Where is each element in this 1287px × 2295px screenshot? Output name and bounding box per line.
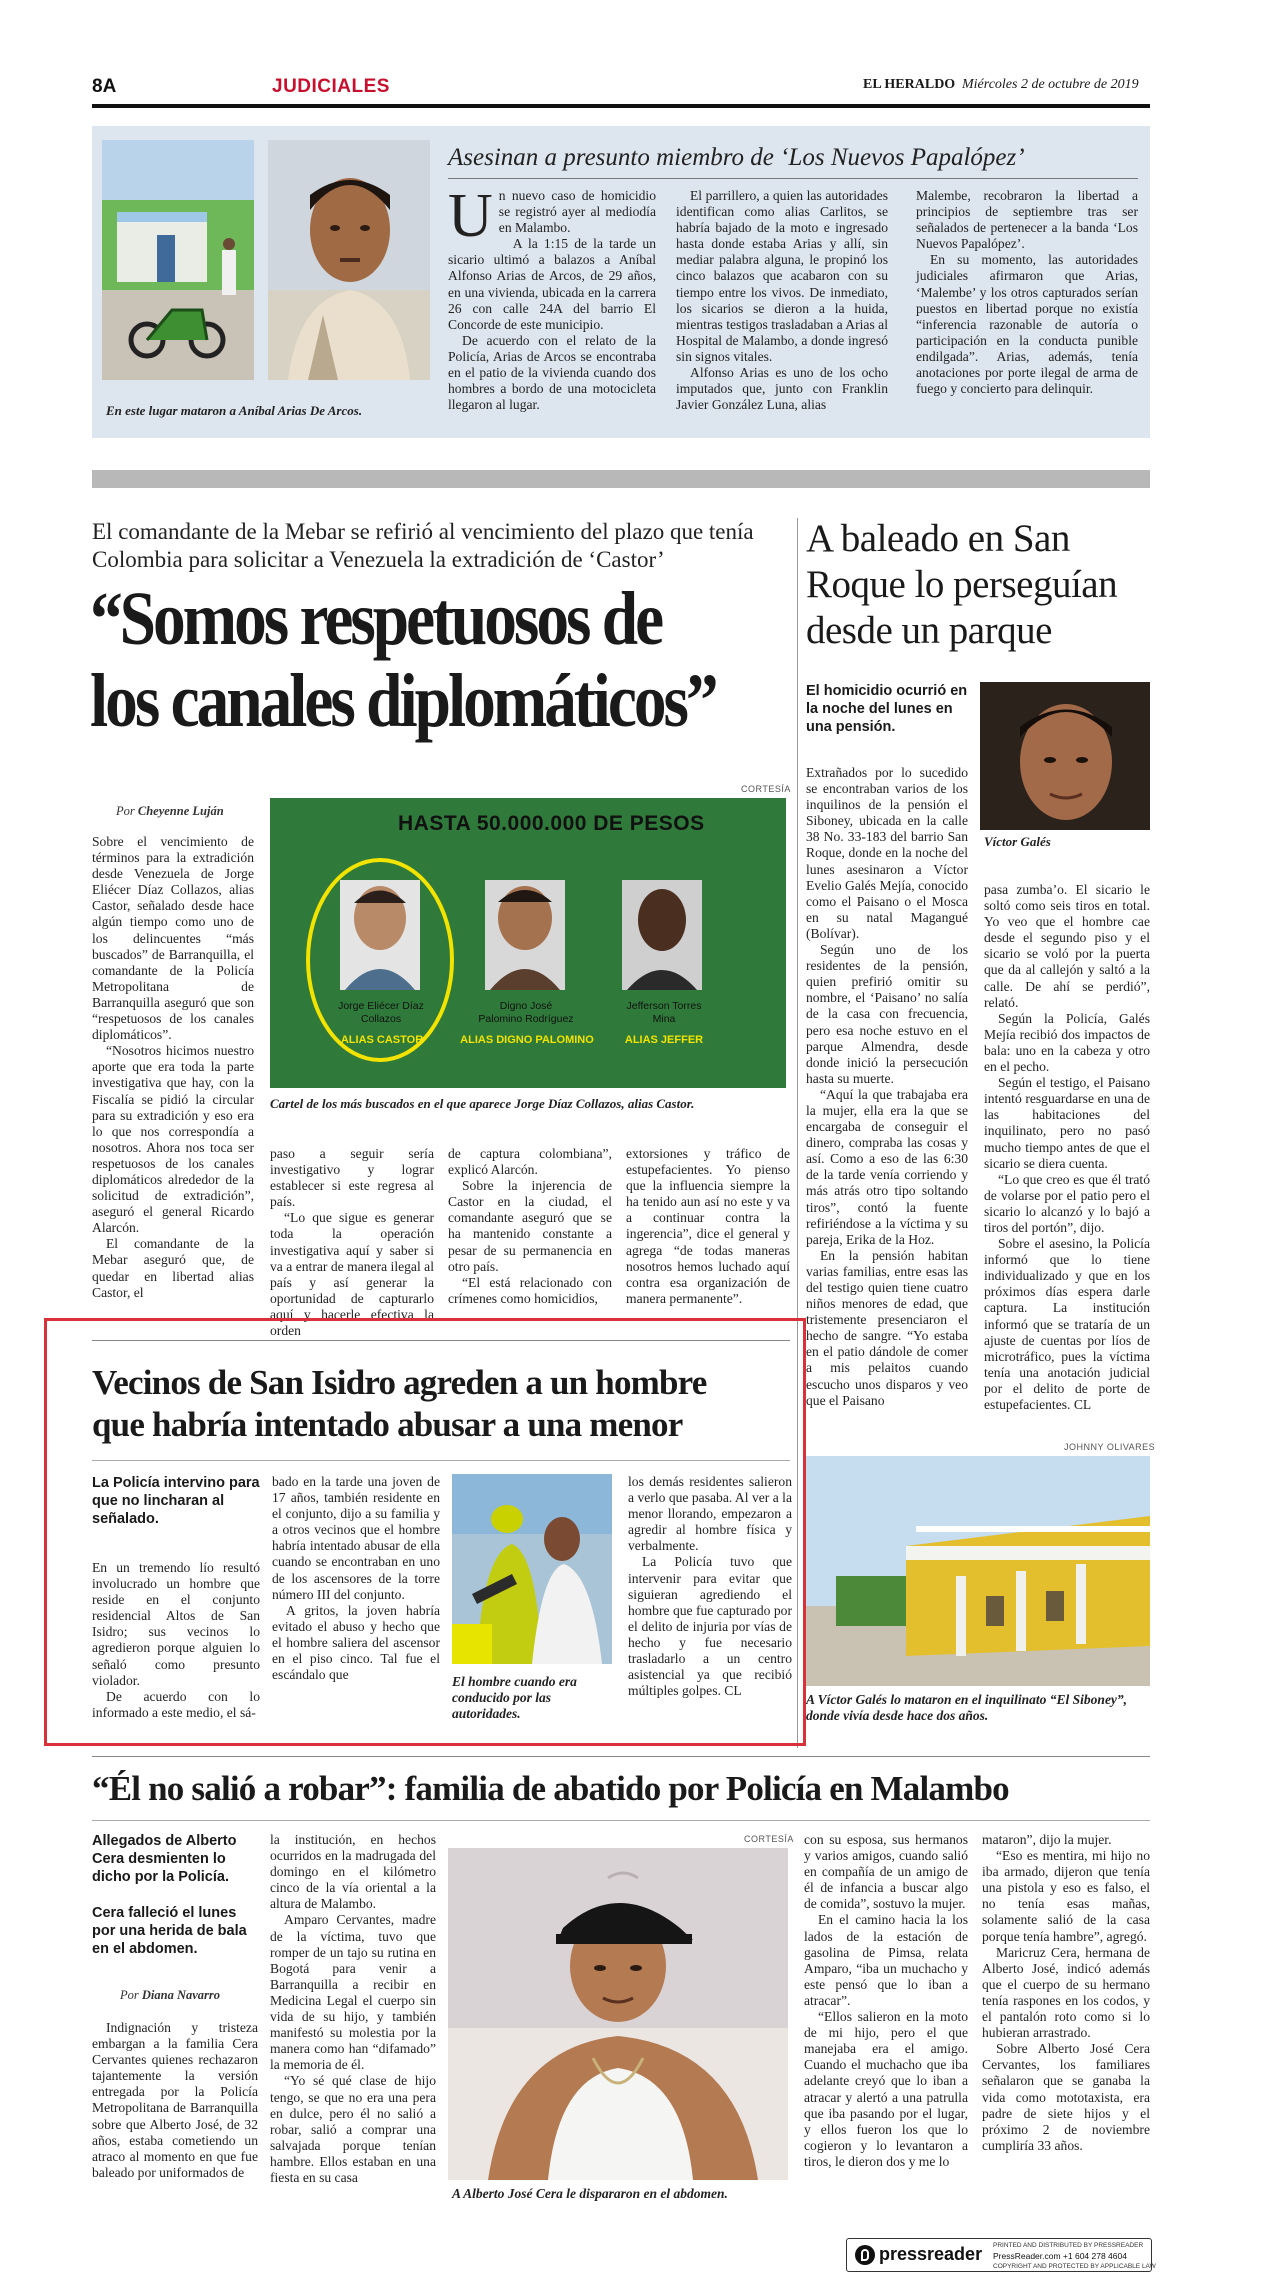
column-paragraph: “Yo sé qué clase de hijo tengo, se que no era una pera en dulce, pero él no salió a robar, salió a comprar una salvajada porque tenían hambre. Ellos estaban en una fiesta en su casa bbox=[270, 2073, 436, 2185]
column-paragraph: A gritos, la joven habría evitado el abuso y hecho que el hombre saliera del ascensor en el piso cinco. Tal fue el escándalo que bbox=[272, 1602, 440, 1683]
column-paragraph: En el camino hacia la los lados de la estación de gasolina de Pimsa, relata Amparo, “iba un muchacho y este pensó que lo iban a atracar”. bbox=[804, 1912, 968, 2008]
story5-headline-rule bbox=[92, 1820, 1150, 1821]
arrest-photo bbox=[452, 1474, 612, 1664]
story5-column-3 bbox=[804, 1832, 968, 2220]
column-paragraph: mataron”, dijo la mujer. bbox=[982, 1832, 1112, 1847]
byline-name: Cheyenne Luján bbox=[137, 804, 224, 818]
photo-credit: CORTESÍA bbox=[744, 1834, 794, 1844]
story2-column-2 bbox=[270, 1146, 434, 1339]
story5-deck-2: Cera falleció el lunes por una herida de bala en el abdomen. bbox=[92, 1905, 247, 1957]
column-paragraph: Sobre Alberto José Cera Cervantes, los familiares señalaron que se ganaba la vida como mototaxista, era padre de siete hijos y el próximo 2 de noviembre cumpliría 33 años. bbox=[982, 2041, 1150, 2153]
column-paragraph: bado en la tarde una joven de 17 años, también residente en el conjunto, dijo a su familia y a otros vecinos que el hombre habría intentado abusar de ella cuando se encontraban en uno de los ascensores de la torre número III del conjunto. bbox=[272, 1474, 440, 1602]
column-paragraph: extorsiones y tráfico de estupefacientes. Yo pienso que la influencia siempre la ha tenido aun así no este y va a continuar contra la ingerencia”, dice el general y agrega “de todas maneras nosotros hemos luchado aquí contra esa organización de manera permanente”. bbox=[626, 1146, 790, 1306]
poster-alias-3: ALIAS JEFFER bbox=[624, 1034, 704, 1046]
column-paragraph: “Aquí la que trabajaba era la mujer, ella era la que se encargaba de conseguir el dinero, compraba las cosas y así. Como a eso de las 6:30 de la tarde venía corriendo y más atrás otro tipo soltando tiros”, contó la fuente refiriéndose a la víctima y su pareja, Erika de la Hoz. bbox=[806, 1086, 968, 1247]
column-text: n nuevo caso de homicidio se registró ayer al mediodía en Malambo. bbox=[498, 188, 656, 236]
story5-top-rule bbox=[92, 1756, 1150, 1757]
story5-column-4 bbox=[982, 1832, 1150, 2220]
story4-top-rule bbox=[92, 1340, 790, 1341]
column-paragraph: Maricruz Cera, hermana de Alberto José, indicó además que el cuerpo de su hermano tenía raspones en los codos, y el pantalón roto como si lo hubieran arrastrado. bbox=[982, 1944, 1150, 2041]
column-paragraph: “Eso es mentira, mi hijo no iba armado, dijeron que tenía una pistola y eso es falso, el no tenía esas mañas, solamente salió de la casa porque tenía hambre”, agregó. bbox=[982, 1848, 1150, 1944]
section-divider bbox=[92, 470, 1150, 488]
headline-line: que habría intentado abusar a una menor bbox=[92, 1405, 683, 1444]
headline-line: Vecinos de San Isidro agreden a un hombre bbox=[92, 1363, 707, 1402]
victim-portrait-arias bbox=[268, 140, 430, 380]
column-paragraph: pasa zumba’o. El sicario le soltó como seis tiros en total. Yo veo que el hombre cae desde el segundo piso y el sicario se voló por la puerta que da al callejón y saltó a la calle. De ahí se perdió”, relató. bbox=[984, 882, 1150, 1010]
column-paragraph: Indignación y tristeza embargan a la familia Cera Cervantes quienes rechazaron tajantemente la versión entregada por la Policía Metropolitana de Barranquilla sobre que Alberto José, de 32 años, estaba cometiendo un atraco al momento en que fue baleado por uniformados de bbox=[92, 2020, 258, 2180]
victim-photo-cera bbox=[448, 1848, 788, 2180]
photo-credit: CORTESÍA bbox=[741, 784, 791, 794]
column-paragraph: De acuerdo con el relato de la Policía, Arias de Arcos se encontraba en el patio de la vivienda cuando dos hombres a bordo de una motocicleta llegaron al lugar. bbox=[448, 332, 656, 413]
pressreader-logo-icon bbox=[855, 2245, 875, 2265]
crime-scene-image bbox=[102, 140, 254, 380]
column-paragraph: Según la Policía, Galés Mejía recibió dos impactos de bala: uno en la cabeza y otro en el pecho. bbox=[984, 1010, 1150, 1075]
column-paragraph: Extrañados por lo sucedido se encontraban varios de los inquilinos de la pensión el Siboney, ubicada en la calle 38 No. 33-183 del barrio San Roque, donde en la noche del lunes asesinaron a Víctor Evelio Galés Mejía, conocido como el Paisano o el Mosca en su natal Magangué (Bolívar). bbox=[806, 765, 968, 941]
story4-headline bbox=[92, 1362, 792, 1446]
column-paragraph: Amparo Cervantes, madre de la víctima, tuvo que romper de un tajo su rutina en Bogotá para venir a Barranquilla a recibir en Medicina Legal el cuerpo sin vida de su hijo, y también manifestó su molestia por la manera como han “difamado” la memoria de él. bbox=[270, 1912, 436, 2073]
column-paragraph: El parrillero, a quien las autoridades identifican como alias Carlitos, se habría bajado de la moto e ingresado hasta donde estaba Arias y allí, sin mediar palabra alguna, le propinó los cinco balazos que acabaron con su tiempo entre los vivos. De inmediato, los sicarios se dieron a la huida, mientras testigos trasladaban a Arias al Hospital de Malambo, a donde ingresó sin signos vitales. bbox=[676, 188, 888, 364]
byline-prefix: Por bbox=[120, 1988, 139, 2002]
story2-column-1 bbox=[92, 834, 254, 1302]
building-image bbox=[806, 1456, 1150, 1686]
story3-headline: A baleado en San Roque lo perseguían desde un parque bbox=[806, 517, 1118, 652]
headline: Asesinan a presunto miembro de ‘Los Nuevos Papalópez’ bbox=[448, 144, 1025, 171]
photo-caption: A Alberto José Cera le dispararon en el abdomen. bbox=[452, 2186, 728, 2201]
column-paragraph: El comandante de la Mebar aseguró que, de quedar en libertad alias Castor, el bbox=[92, 1236, 254, 1300]
victim-cera-image bbox=[448, 1848, 788, 2180]
story1-column-1 bbox=[448, 182, 656, 413]
column-paragraph: “Lo que sigue es generar toda la operación investigativa aquí y saber si va a entrar de manera ilegal al país y así generar la oportunidad de capturarlo aquí y hacerle efectiva la orden bbox=[270, 1210, 434, 1339]
story-papalopez bbox=[92, 126, 1150, 438]
story5-column-1 bbox=[92, 2020, 258, 2220]
story3-deck: El homicidio ocurrió en la noche del lunes en una pensión. bbox=[806, 683, 968, 735]
column-paragraph: A la 1:15 de la tarde un sicario ultimó a balazos a Aníbal Alfonso Arias de Arcos, de 29 años, en una vivienda, ubicada en la carrera 26 con calle 24A del barrio El Concorde de este municipio. bbox=[448, 236, 656, 332]
footer-line-2: PressReader.com +1 604 278 4604 bbox=[993, 2251, 1127, 2261]
story2-kicker: El comandante de la Mebar se refirió al vencimiento del plazo que tenía Colombia para solicitar a Venezuela la extradición de ‘Castor’ bbox=[92, 519, 754, 572]
column-paragraph: con su esposa, sus hermanos y varios amigos, cuando salió en compañía de un amigo de él de infancia a buscar algo de comida”, sostuvo la mujer. bbox=[804, 1832, 968, 1912]
photo-caption: Víctor Galés bbox=[984, 834, 1051, 849]
story4-headline-rule bbox=[92, 1460, 790, 1461]
column-paragraph: “Nosotros hicimos nuestro aporte que era toda la parte investigativa que hay, con la Fiscalía se pidió la circular para su extradición y eso era lo que nos correspondía a nosotros. Ahora nos toca ser respetuosos de los canales diplomáticos alrededor de la solicitud de extradición”, aseguró el general Ricardo Alarcón. bbox=[92, 1043, 254, 1236]
column-paragraph: Sobre el vencimiento de términos para la extradición desde Venezuela de Jorge Eliécer Díaz Collazos, alias Castor, señalado desde hace algún tiempo como uno de los delincuentes “más buscados” de Barranquilla, el comandante de la Policía Metropolitana de Barranquilla aseguró que son “respetuosos de los canales diplomáticos”. bbox=[92, 834, 254, 1043]
pressreader-footer[interactable] bbox=[846, 2238, 1156, 2272]
column-paragraph: En su momento, las autoridades judiciales afirmaron que Arias, ‘Malembe’ y los otros capturados serían puestos en libertad porque no existía “inferencia razonable de autoría o participación en la conducta punible endilgada”. Arias, además, tenía anotaciones por porte ilegal de arma de fuego y concierto para delinquir. bbox=[916, 252, 1138, 397]
story3-column-2 bbox=[984, 882, 1150, 1430]
dropcap: U bbox=[448, 182, 493, 250]
page-number: 8A bbox=[92, 76, 117, 97]
headline-rule bbox=[448, 178, 1138, 179]
headline-line: “Somos respetuosos de bbox=[90, 577, 662, 661]
footer-line-1: PRINTED AND DISTRIBUTED BY PRESSREADER bbox=[993, 2242, 1144, 2249]
header-rule bbox=[92, 104, 1150, 108]
column-paragraph: De acuerdo con lo informado a este medio, el sá- bbox=[92, 1688, 260, 1720]
poster-title: HASTA 50.000.000 DE PESOS bbox=[398, 812, 705, 835]
column-paragraph: “Ellos salieron en la moto de mi hijo, pero el que manejaba era el amigo. Cuando el muchacho que iba adelante creyó que lo iban a atracar y alertó a una patrulla que iba pasando por el lugar, y ellos fueron los que lo cogieron y lo levantaron a tiros, le dieron dos y me lo bbox=[804, 2009, 968, 2169]
poster-name-2: Digno José Palomino Rodríguez bbox=[478, 1000, 574, 1025]
photo-caption: A Víctor Galés lo mataron en el inquilinato “El Siboney”, donde vivía desde hace dos años. bbox=[806, 1692, 1128, 1723]
photo-caption: El hombre cuando era conducido por las autoridades. bbox=[452, 1674, 577, 1721]
arrest-image bbox=[452, 1474, 612, 1664]
photo-caption: Cartel de los más buscados en el que aparece Jorge Díaz Collazos, alias Castor. bbox=[270, 1096, 695, 1111]
photo-caption: En este lugar mataron a Aníbal Arias De Arcos. bbox=[106, 403, 363, 418]
story1-column-2 bbox=[676, 188, 888, 413]
byline-prefix: Por bbox=[116, 804, 135, 818]
story4-column-1 bbox=[92, 1560, 260, 1730]
column-paragraph: Según uno de los residentes de la pensión, quien prefirió omitir su nombre, el ‘Paisano’ no salía de la casa con frecuencia, pero esa noche estuvo en el parque Almendra, desde donde inició la persecución hasta su muerte. bbox=[806, 942, 968, 1086]
poster-name-1: Jorge Eliécer Díaz Collazos bbox=[338, 1000, 424, 1025]
poster-alias-2: ALIAS DIGNO PALOMINO bbox=[460, 1034, 594, 1046]
column-paragraph: En un tremendo lío resultó involucrado un hombre que reside en el conjunto residencial Altos de San Isidro; sus vecinos lo agredieron porque alguien lo señaló como presunto violador. bbox=[92, 1560, 260, 1688]
newspaper-name: EL HERALDO bbox=[863, 77, 956, 92]
victim-portrait-image bbox=[980, 682, 1150, 830]
inquilinato-photo bbox=[806, 1456, 1150, 1686]
column-paragraph: Sobre la injerencia de Castor en la ciudad, el comandante aseguró que se ha mantenido constante a pesar de su permanencia en otro país. bbox=[448, 1178, 612, 1274]
story1-column-3 bbox=[916, 188, 1138, 397]
story2-column-3 bbox=[448, 1146, 612, 1306]
story3-column-1 bbox=[806, 765, 968, 1430]
wanted-poster bbox=[270, 798, 786, 1088]
issue-date: Miércoles 2 de octubre de 2019 bbox=[962, 77, 1139, 92]
victim-portrait-gales bbox=[980, 682, 1150, 830]
column-paragraph: Sobre el asesino, la Policía informó que lo tiene individualizado y que en los próximos días espera darle captura. La institución informó que se trataría de un ajuste de cuentas por líos de microtráfico, pues la víctima tenía una anotación judicial por el delito de porte de estupefacientes. CL bbox=[984, 1236, 1150, 1412]
victim-portrait-image bbox=[268, 140, 430, 380]
story2-column-4 bbox=[626, 1146, 790, 1306]
byline bbox=[116, 804, 224, 819]
column-paragraph: Alfonso Arias es uno de los ocho imputados que, junto con Franklin Javier González Luna, alias bbox=[676, 365, 888, 413]
column-paragraph: de captura colombiana”, explicó Alarcón. bbox=[448, 1146, 612, 1178]
column-paragraph: Malembe, recobraron la libertad a principios de septiembre tras ser señalados de pertenecer a la banda ‘Los Nuevos Papalópez’. bbox=[916, 188, 1138, 252]
footer-line-3: COPYRIGHT AND PROTECTED BY APPLICABLE LAW bbox=[993, 2263, 1156, 2270]
story5-headline: “Él no salió a robar”: familia de abatido por Policía en Malambo bbox=[92, 1769, 1009, 1808]
byline bbox=[120, 1988, 220, 2003]
story5-deck-1: Allegados de Alberto Cera desmienten lo dicho por la Policía. bbox=[92, 1833, 237, 1885]
column-paragraph: En la pensión habitan varias familias, entre esas las del testigo quien tiene cuatro niños menores de edad, que tristemente presenciaron el hecho de sangre. “Yo estaba en el patio dándole de comer a mis pelaitos cuando escucho unos disparos y veo que el Paisano bbox=[806, 1247, 968, 1408]
column-paragraph: “El está relacionado con crímenes como homicidios, bbox=[448, 1274, 612, 1306]
column-paragraph: la institución, en hechos ocurridos en la madrugada del domingo en el kilómetro cinco de la vía oriental a la altura de Malambo. bbox=[270, 1832, 436, 1912]
story4-deck: La Policía intervino para que no lincharan al señalado. bbox=[92, 1475, 260, 1527]
story2-headline bbox=[90, 577, 716, 743]
column-paragraph: La Policía tuvo que intervenir para evitar que siguieran agrediendo el hombre que fue capturado por el delito de injuria por vías de hecho y fue necesario trasladarlo a un centro asistencial ya que recibió múltiples golpes. CL bbox=[628, 1554, 792, 1699]
column-paragraph: los demás residentes salieron a verlo que pasaba. Al ver a la menor llorando, empezaron a agredir al hombre física y verbalmente. bbox=[628, 1474, 792, 1554]
poster-alias-1: ALIAS CASTOR bbox=[340, 1034, 424, 1046]
crime-scene-photo bbox=[102, 140, 254, 380]
column-paragraph: Según el testigo, el Paisano intentó resguardarse en una de las habitaciones del inquilinato, pero no pasó mucho tiempo antes de que el sicario se diera cuenta. bbox=[984, 1075, 1150, 1171]
pressreader-brand: pressreader bbox=[879, 2244, 983, 2264]
page-header bbox=[92, 72, 1150, 108]
headline-line: los canales diplomáticos” bbox=[90, 659, 716, 743]
section-title: JUDICIALES bbox=[272, 76, 390, 97]
story4-column-3 bbox=[628, 1474, 792, 1730]
column-paragraph: “Lo que creo es que él trató de volarse por el patio pero el sicario lo alcanzó y lo bajó a tiros del portón”, dijo. bbox=[984, 1171, 1150, 1235]
column-paragraph: paso a seguir sería investigativo y lograr establecer si este regresa al país. bbox=[270, 1146, 434, 1210]
photo-credit: JOHNNY OLIVARES bbox=[1064, 1442, 1156, 1452]
byline-name: Diana Navarro bbox=[141, 1988, 221, 2002]
story5-column-2 bbox=[270, 1832, 436, 2220]
story4-column-2 bbox=[272, 1474, 440, 1730]
poster-name-3: Jefferson Torres Mina bbox=[626, 1000, 702, 1025]
